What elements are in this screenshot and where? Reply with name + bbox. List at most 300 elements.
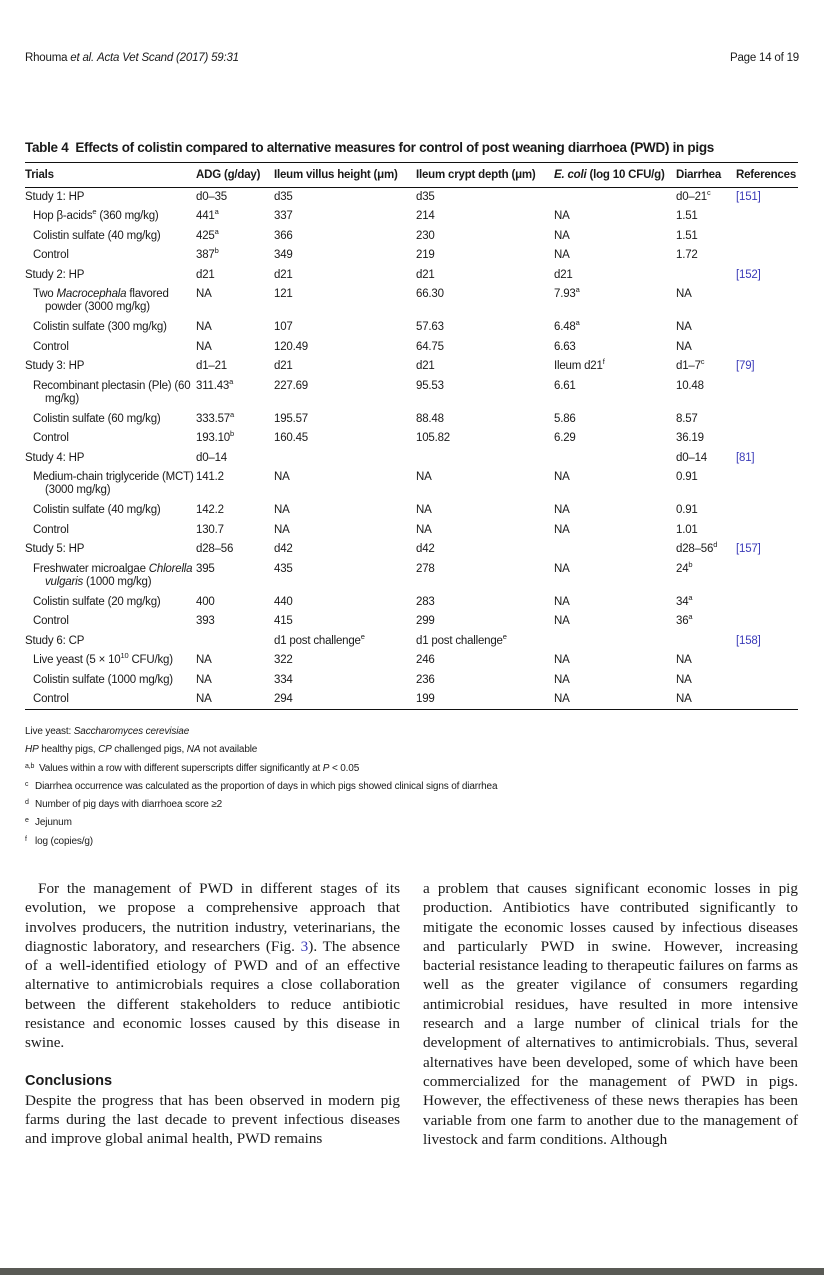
table-header-row (25, 163, 798, 188)
diarrhea-value (676, 671, 736, 691)
crypt-depth-value (416, 560, 554, 593)
adg-value (196, 612, 274, 632)
diarrhea-value-text: 1.72 (676, 249, 698, 261)
diarrhea-value (676, 540, 736, 560)
header-ecoli (554, 163, 676, 188)
reference-link[interactable]: [158] (736, 634, 761, 647)
table-row (25, 632, 798, 652)
villus-height-value (274, 651, 416, 671)
crypt-depth-value-text: 278 (416, 562, 435, 575)
diarrhea-value (676, 560, 736, 593)
diarrhea-value-text: 0.91 (676, 504, 698, 516)
crypt-depth-value (416, 266, 554, 286)
treatment-label (25, 338, 196, 358)
adg-value-text: d0–14 (196, 451, 227, 464)
crypt-depth-value-text: 214 (416, 210, 435, 222)
ecoli-value (554, 207, 676, 227)
ecoli-value-text: NA (554, 249, 570, 261)
ecoli-value (554, 632, 676, 652)
diarrhea-value-text: NA (676, 340, 692, 353)
superscript: a (575, 285, 580, 295)
diarrhea-value-text: NA (676, 654, 692, 666)
table-row (25, 560, 798, 593)
table-row (25, 377, 798, 410)
superscript: a (229, 376, 234, 386)
table-row (25, 357, 798, 377)
adg-value (196, 429, 274, 449)
running-head (25, 52, 799, 68)
footnote-f (25, 835, 497, 853)
study-label (25, 266, 196, 286)
footnote-live-yeast (25, 725, 497, 743)
ecoli-value (554, 377, 676, 410)
trial-trial: Study 5: HP (25, 543, 85, 555)
adg-value-text: 395 (196, 562, 215, 575)
footnote-mark: f (25, 835, 27, 843)
crypt-depth-value (416, 449, 554, 469)
treatment-label (25, 651, 196, 671)
diarrhea-value (676, 357, 736, 377)
crypt-depth-value (416, 690, 554, 710)
table-row (25, 266, 798, 286)
crypt-depth-value (416, 632, 554, 652)
crypt-depth-value (416, 651, 554, 671)
villus-height-value (274, 318, 416, 338)
trial-trial: Study 4: HP (25, 451, 85, 464)
ecoli-value-text: 5.86 (554, 412, 576, 425)
diarrhea-value (676, 468, 736, 501)
crypt-depth-value (416, 377, 554, 410)
trial-trial: Control (33, 249, 69, 261)
ecoli-value-text: 6.29 (554, 432, 576, 444)
ecoli-value (554, 410, 676, 430)
ecoli-value-text: NA (554, 673, 570, 686)
treatment-label (25, 468, 196, 501)
header-trials: Trials (25, 168, 54, 181)
treatment-label (25, 285, 196, 318)
superscript: a (688, 592, 693, 602)
diarrhea-value (676, 338, 736, 358)
ecoli-value (554, 285, 676, 318)
treatment-label (25, 227, 196, 247)
diarrhea-value-text: d0–21 (676, 191, 707, 203)
paragraph-text: ). The absence of a well-identified etiology of PWD and of an effective alternative to antimicrobials requires a close collaboration between the different stakeholders to reduce antibiotic resistance and economic losses caused by this disease in swine. (25, 937, 400, 1052)
trial-trial: Control (33, 523, 69, 536)
crypt-depth-value-text: d35 (416, 191, 435, 203)
abbr-na-text: not available (200, 744, 258, 756)
villus-height-value (274, 690, 416, 710)
villus-height-value (274, 285, 416, 318)
trial-trial: Control (33, 615, 69, 627)
crypt-depth-value-text: NA (416, 504, 432, 516)
ecoli-value (554, 338, 676, 358)
abbr-na: NA (186, 744, 201, 756)
ecoli-value-text: NA (554, 693, 570, 705)
crypt-depth-value (416, 338, 554, 358)
ecoli-value (554, 651, 676, 671)
table-row (25, 410, 798, 430)
trial-trial: Hop β-acids (33, 210, 93, 222)
table-row (25, 246, 798, 266)
ecoli-value (554, 449, 676, 469)
adg-value-text: NA (196, 673, 212, 686)
reference-cell (736, 338, 798, 358)
diarrhea-value-text: NA (676, 288, 692, 300)
reference-link[interactable]: [81] (736, 451, 755, 464)
villus-height-value-text: NA (274, 523, 290, 536)
reference-cell (736, 227, 798, 247)
article-citation (25, 52, 239, 64)
diarrhea-value-text: 1.51 (676, 210, 698, 222)
table-row (25, 521, 798, 541)
reference-cell (736, 521, 798, 541)
ecoli-value-text: 6.61 (554, 379, 576, 392)
villus-height-value (274, 612, 416, 632)
abbr-cp-text: challenged pigs, (111, 744, 187, 756)
trial-trial: Live yeast (5 × 10 (33, 654, 121, 666)
villus-height-value-text: 349 (274, 249, 293, 261)
villus-height-value-text: d42 (274, 543, 293, 555)
superscript: e (502, 631, 507, 641)
adg-value (196, 188, 274, 208)
crypt-depth-value-text: d1 post challenge (416, 634, 503, 647)
table-row (25, 188, 798, 208)
crypt-depth-value (416, 188, 554, 208)
treatment-label (25, 377, 196, 410)
adg-value (196, 227, 274, 247)
footnote-d (25, 798, 497, 816)
reference-cell (736, 246, 798, 266)
villus-height-value (274, 593, 416, 613)
reference-cell (736, 671, 798, 691)
crypt-depth-value (416, 612, 554, 632)
villus-height-value (274, 266, 416, 286)
crypt-depth-value (416, 593, 554, 613)
table-row (25, 540, 798, 560)
table-row (25, 501, 798, 521)
ecoli-value (554, 188, 676, 208)
diarrhea-value (676, 521, 736, 541)
superscript: b (688, 559, 693, 569)
crypt-depth-value (416, 521, 554, 541)
table-row (25, 612, 798, 632)
villus-height-value-text: 440 (274, 595, 293, 608)
diarrhea-value-text: d1–7 (676, 360, 701, 372)
villus-height-value-text: NA (274, 504, 290, 516)
reference-cell (736, 266, 798, 286)
villus-height-value (274, 338, 416, 358)
adg-value (196, 246, 274, 266)
viewer-bottom-bar (0, 1268, 824, 1275)
diarrhea-value-text: NA (676, 673, 692, 686)
diarrhea-value-text: NA (676, 321, 692, 333)
villus-height-value-text: 337 (274, 210, 293, 222)
footnote-c (25, 780, 497, 798)
ecoli-value (554, 227, 676, 247)
paragraph-text: For the management of PWD in different stages of its evolution, we propose a comprehensive approach that involves producers, the nutrition industry, veterinarians, the diagnostic laboratory, and researchers (Fig. (25, 880, 400, 955)
table-row (25, 227, 798, 247)
reference-link[interactable]: [151] (736, 191, 761, 203)
table-row (25, 429, 798, 449)
footnote-text: Values within a row with different superscripts differ significantly at (39, 762, 323, 774)
crypt-depth-value-text: 283 (416, 595, 435, 608)
adg-value-text: 130.7 (196, 523, 224, 536)
footnote-e (25, 816, 497, 834)
adg-value-text: NA (196, 340, 212, 353)
villus-height-value-text: 227.69 (274, 379, 308, 392)
reference-cell (736, 377, 798, 410)
table-row (25, 593, 798, 613)
footnote-label: Live yeast: (25, 726, 74, 737)
body-column-right (423, 879, 798, 1149)
ecoli-value (554, 612, 676, 632)
abbr-cp: CP (98, 744, 112, 756)
reference-link[interactable]: [152] (736, 268, 761, 281)
study-label (25, 357, 196, 377)
diarrhea-value-text: 8.57 (676, 412, 698, 425)
ecoli-italic: E. coli (554, 168, 587, 181)
crypt-depth-value (416, 429, 554, 449)
treatment-label (25, 501, 196, 521)
adg-value-text: 142.2 (196, 504, 224, 516)
trial-trial-tail: CFU/kg) (128, 654, 173, 666)
trial-trial: Control (33, 340, 69, 353)
crypt-depth-value-text: 219 (416, 249, 435, 261)
paragraph-conclusions-continued: a problem that causes significant economic losses in pig production. Antibiotics have contributed significantly to mitigate the economic losses caused by infectious diseases and particularly PWD in swine. However, increasing bacterial resistance leading to therapeutic failures on farms as well as the greater vigilance of consumers regarding antimicrobial residues, have resulted in more intensive research and a large number of clinical trials for the development of alternatives to antimicrobials. Thus, several alternatives have been developed, some of which have been commercialized for the management of PWD in pigs. However, the effectiveness of these news therapies has been variable from one farm to another due to the management of livestock and farm conditions. Although (423, 880, 798, 1148)
reference-cell (736, 188, 798, 208)
trial-trial-tail: flavored powder (3000 mg/kg) (45, 288, 169, 313)
villus-height-value (274, 501, 416, 521)
villus-height-value (274, 429, 416, 449)
footnote-abbreviations (25, 743, 497, 761)
header-diarrhea: Diarrhea (676, 168, 722, 181)
treatment-label (25, 671, 196, 691)
crypt-depth-value (416, 285, 554, 318)
villus-height-value-text: 121 (274, 288, 293, 300)
superscript: a (688, 612, 693, 622)
table-row (25, 338, 798, 358)
journal-name: Acta Vet Scand (97, 52, 174, 64)
adg-value (196, 468, 274, 501)
ecoli-value-text: NA (554, 229, 570, 242)
diarrhea-value-text: 36.19 (676, 432, 704, 444)
adg-value-text: 441 (196, 210, 215, 222)
ecoli-value-text: 6.48 (554, 321, 576, 333)
footnote-text: Number of pig days with diarrhoea score ≥2 (35, 799, 223, 811)
trial-trial: Colistin sulfate (300 mg/kg) (33, 321, 167, 333)
reference-cell (736, 540, 798, 560)
reference-link[interactable]: [157] (736, 543, 761, 555)
superscript: f (602, 357, 605, 367)
trial-trial: Two (33, 288, 57, 300)
ecoli-value-text: NA (554, 595, 570, 608)
trial-trial: Study 3: HP (25, 360, 85, 372)
villus-height-value-text: 195.57 (274, 412, 308, 425)
trial-trial-italic: Macrocephala (56, 288, 127, 300)
villus-height-value-text: 435 (274, 562, 293, 575)
reference-cell (736, 690, 798, 710)
diarrhea-value (676, 690, 736, 710)
table-title: Effects of colistin compared to alternative measures for control of post weaning diarrhoea (PWD) in pigs (75, 140, 714, 155)
villus-height-value (274, 521, 416, 541)
reference-cell (736, 207, 798, 227)
citation-volume: (2017) 59:31 (173, 52, 239, 64)
villus-height-value (274, 227, 416, 247)
diarrhea-value-text: 36 (676, 615, 689, 627)
villus-height-value-text: 366 (274, 229, 293, 242)
table-footnotes (25, 725, 497, 853)
table-row (25, 285, 798, 318)
crypt-depth-value-text: 236 (416, 673, 435, 686)
adg-value (196, 449, 274, 469)
ecoli-value-text: NA (554, 615, 570, 627)
ecoli-value-text: NA (554, 210, 570, 222)
table-label: Table 4 (25, 140, 69, 155)
adg-value-text: 387 (196, 249, 215, 261)
diarrhea-value (676, 410, 736, 430)
villus-height-value-text: d21 (274, 360, 293, 372)
reference-cell (736, 593, 798, 613)
trial-trial: Medium-chain triglyceride (MCT) (3000 mg/kg) (33, 471, 194, 496)
superscript: b (214, 246, 219, 256)
superscript: c (706, 188, 711, 198)
crypt-depth-value-text: d21 (416, 268, 435, 281)
conclusions-heading: Conclusions (25, 1072, 113, 1089)
villus-height-value (274, 560, 416, 593)
adg-value-text: NA (196, 693, 212, 705)
et-al: et al. (70, 52, 95, 64)
trial-trial: Study 1: HP (25, 191, 85, 203)
figure-link[interactable]: 3 (300, 937, 309, 955)
superscript: b (229, 429, 234, 439)
ecoli-value (554, 501, 676, 521)
paragraph-conclusions-start: Despite the progress that has been observed in modern pig farms during the last decade to prevent infectious diseases and improve global animal health, PWD remains (25, 1091, 400, 1148)
header-villus-height: Ileum villus height (μm) (274, 168, 398, 181)
adg-value-text: 400 (196, 595, 215, 608)
p-value: < 0.05 (329, 762, 360, 774)
villus-height-value-text: d1 post challenge (274, 634, 361, 647)
diarrhea-value-text: 34 (676, 595, 689, 608)
treatment-label (25, 612, 196, 632)
villus-height-value-text: d35 (274, 191, 293, 203)
table-row (25, 207, 798, 227)
footnote-mark: e (25, 817, 29, 825)
adg-value (196, 318, 274, 338)
villus-height-value (274, 410, 416, 430)
villus-height-value (274, 246, 416, 266)
trial-trial: Colistin sulfate (40 mg/kg) (33, 504, 161, 516)
villus-height-value (274, 540, 416, 560)
reference-cell (736, 429, 798, 449)
adg-value (196, 357, 274, 377)
reference-cell (736, 357, 798, 377)
table-row (25, 468, 798, 501)
adg-value-text: NA (196, 654, 212, 666)
diarrhea-value (676, 285, 736, 318)
treatment-label (25, 318, 196, 338)
villus-height-value (274, 207, 416, 227)
trial-trial: Colistin sulfate (20 mg/kg) (33, 595, 161, 608)
villus-height-value (274, 671, 416, 691)
diarrhea-value-text: d0–14 (676, 451, 707, 464)
diarrhea-value (676, 227, 736, 247)
treatment-label (25, 593, 196, 613)
crypt-depth-value (416, 207, 554, 227)
trial-trial-sup: e (92, 207, 97, 217)
crypt-depth-value-text: 95.53 (416, 379, 444, 392)
crypt-depth-value (416, 318, 554, 338)
diarrhea-value (676, 593, 736, 613)
ecoli-value (554, 593, 676, 613)
crypt-depth-value-text: 105.82 (416, 432, 450, 444)
adg-value (196, 521, 274, 541)
diarrhea-value (676, 266, 736, 286)
superscript: a (575, 318, 580, 328)
ecoli-value-text: NA (554, 562, 570, 575)
diarrhea-value-text: 10.48 (676, 379, 704, 392)
adg-value-text: 333.57 (196, 412, 230, 425)
header-references: References (736, 168, 797, 181)
diarrhea-value-text: 1.01 (676, 523, 698, 536)
adg-value-text: d21 (196, 268, 215, 281)
table-row (25, 651, 798, 671)
ecoli-value (554, 521, 676, 541)
villus-height-value (274, 357, 416, 377)
reference-link[interactable]: [79] (736, 360, 755, 372)
crypt-depth-value-text: 199 (416, 693, 435, 705)
crypt-depth-value-text: 66.30 (416, 288, 444, 300)
study-label (25, 540, 196, 560)
trial-trial: Recombinant plectasin (Ple) (60 mg/kg) (33, 379, 191, 405)
villus-height-value-text: 322 (274, 654, 293, 666)
crypt-depth-value-text: 299 (416, 615, 435, 627)
diarrhea-value (676, 651, 736, 671)
table-row (25, 690, 798, 710)
diarrhea-value-text: 24 (676, 562, 689, 575)
crypt-depth-value (416, 540, 554, 560)
adg-value (196, 671, 274, 691)
diarrhea-value-text: d28–56 (676, 543, 714, 555)
adg-value-text: 141.2 (196, 471, 224, 483)
ecoli-value (554, 357, 676, 377)
reference-cell (736, 285, 798, 318)
adg-value-text: d1–21 (196, 360, 227, 372)
villus-height-value-text: NA (274, 471, 290, 483)
reference-cell (736, 651, 798, 671)
adg-value-text: NA (196, 288, 212, 300)
trial-trial-sup: 10 (120, 651, 129, 661)
diarrhea-value (676, 612, 736, 632)
superscript: a (214, 207, 219, 217)
ecoli-value-text: 7.93 (554, 288, 576, 300)
adg-value (196, 266, 274, 286)
adg-value-text: d28–56 (196, 543, 234, 555)
crypt-depth-value (416, 671, 554, 691)
crypt-depth-value-text: 246 (416, 654, 435, 666)
abbr-hp-text: healthy pigs, (38, 744, 99, 756)
villus-height-value-text: 334 (274, 673, 293, 686)
crypt-depth-value-text: d21 (416, 360, 435, 372)
villus-height-value-text: 160.45 (274, 432, 308, 444)
adg-value (196, 410, 274, 430)
ecoli-value-text: 6.63 (554, 340, 576, 353)
ecoli-value (554, 318, 676, 338)
adg-value (196, 690, 274, 710)
adg-value (196, 501, 274, 521)
crypt-depth-value-text: d42 (416, 543, 435, 555)
superscript: d (713, 540, 718, 550)
adg-value (196, 377, 274, 410)
